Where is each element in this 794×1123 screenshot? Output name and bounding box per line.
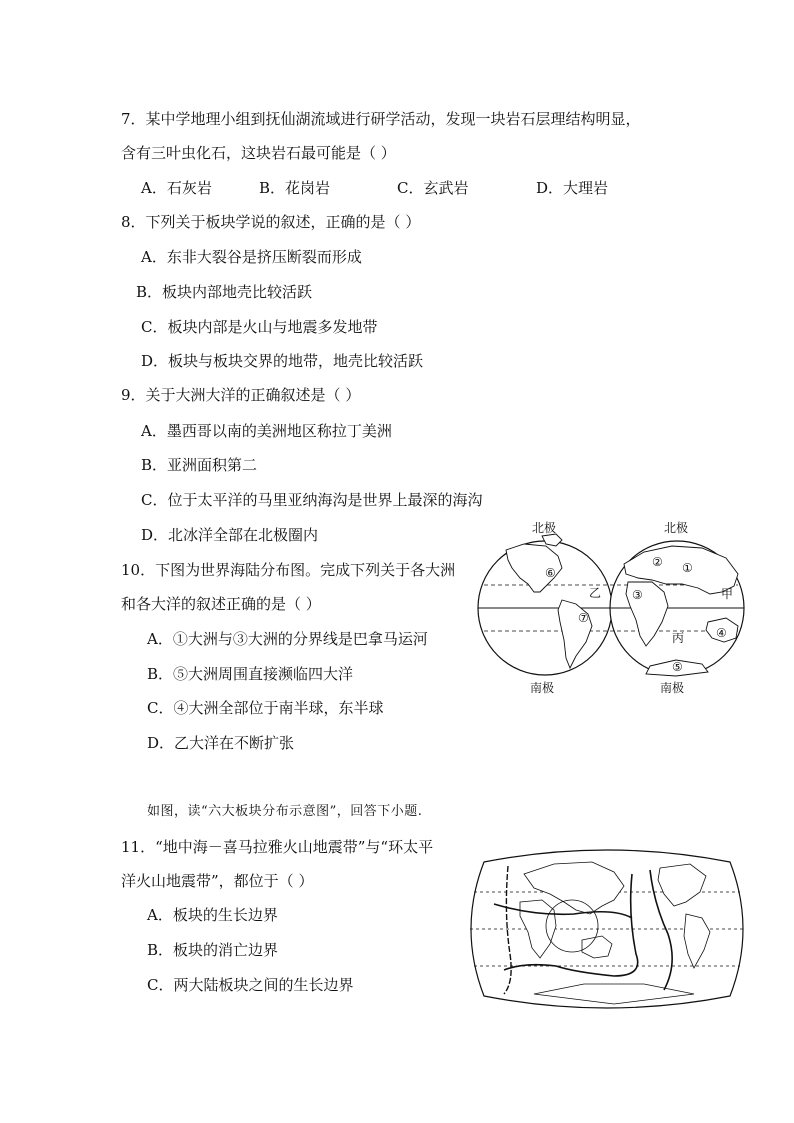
q8-stem: 8．下列关于板块学说的叙述，正确的是（ ）	[121, 213, 421, 231]
q11-stem-line1: 11．“地中海－喜马拉雅火山地震带”与“环太平	[121, 838, 434, 856]
map-south-pole-left: 南极	[530, 681, 555, 695]
map-marker-4: ④	[716, 626, 727, 640]
plate-map-intro: 如图，读“六大板块分布示意图”，回答下小题.	[147, 804, 423, 819]
q7-stem-line2: 含有三叶虫化石，这块岩石最可能是（ ）	[121, 144, 396, 162]
q11-option-b: B．板块的消亡边界	[147, 941, 279, 959]
q8-option-b: B．板块内部地壳比较活跃	[136, 283, 313, 301]
q7-option-d: D．大理岩	[536, 179, 609, 197]
q9-option-c: C．位于太平洋的马里亚纳海沟是世界上最深的海沟	[141, 491, 483, 509]
q11-option-a: A．板块的生长边界	[147, 906, 278, 924]
plate-map-figure	[464, 844, 750, 1014]
q9-option-b: B．亚洲面积第二	[141, 456, 258, 474]
q7-option-b: B．花岗岩	[259, 179, 331, 197]
q11-option-c: C．两大陆板块之间的生长边界	[147, 976, 354, 994]
q10-stem-line1: 10．下图为世界海陆分布图。完成下列关于各大洲	[121, 561, 456, 579]
map-north-pole-left: 北极	[532, 521, 557, 535]
q10-option-a: A．①大洲与③大洲的分界线是巴拿马运河	[147, 630, 428, 648]
q9-option-a: A．墨西哥以南的美洲地区称拉丁美洲	[141, 422, 392, 440]
map-north-pole-right: 北极	[664, 521, 689, 535]
map-marker-6: ⑥	[545, 566, 556, 580]
map-label-yi: 乙	[589, 586, 602, 600]
q8-option-c: C．板块内部是火山与地震多发地带	[141, 318, 378, 336]
map-marker-2: ②	[652, 555, 663, 569]
q10-option-d: D．乙大洋在不断扩张	[147, 734, 295, 752]
map-marker-7: ⑦	[578, 611, 589, 625]
q10-option-b: B．⑤大洲周围直接濒临四大洋	[147, 665, 354, 683]
map-south-pole-right: 南极	[660, 681, 685, 695]
q7-stem-line1: 7．某中学地理小组到抚仙湖流域进行研学活动，发现一块岩石层理结构明显，	[121, 110, 641, 128]
q9-option-d: D．北冰洋全部在北极圈内	[141, 526, 319, 544]
q8-option-a: A．东非大裂谷是挤压断裂而形成	[141, 248, 362, 266]
hemisphere-map-figure	[476, 518, 752, 696]
map-label-jia: 甲	[721, 587, 734, 601]
q10-stem-line2: 和各大洋的叙述正确的是（ ）	[121, 595, 321, 613]
q8-option-d: D．板块与板块交界的地带，地壳比较活跃	[141, 352, 424, 370]
q10-option-c: C．④大洲全部位于南半球，东半球	[147, 699, 384, 717]
map-label-bing: 丙	[672, 631, 685, 645]
map-marker-1: ①	[682, 561, 693, 575]
q7-option-c: C．玄武岩	[397, 179, 469, 197]
map-marker-3: ③	[632, 588, 643, 602]
q7-option-a: A．石灰岩	[141, 179, 212, 197]
q9-stem: 9．关于大洲大洋的正确叙述是（ ）	[121, 386, 361, 404]
q11-stem-line2: 洋火山地震带”，都位于（ ）	[121, 872, 314, 890]
map-marker-5: ⑤	[672, 660, 683, 674]
